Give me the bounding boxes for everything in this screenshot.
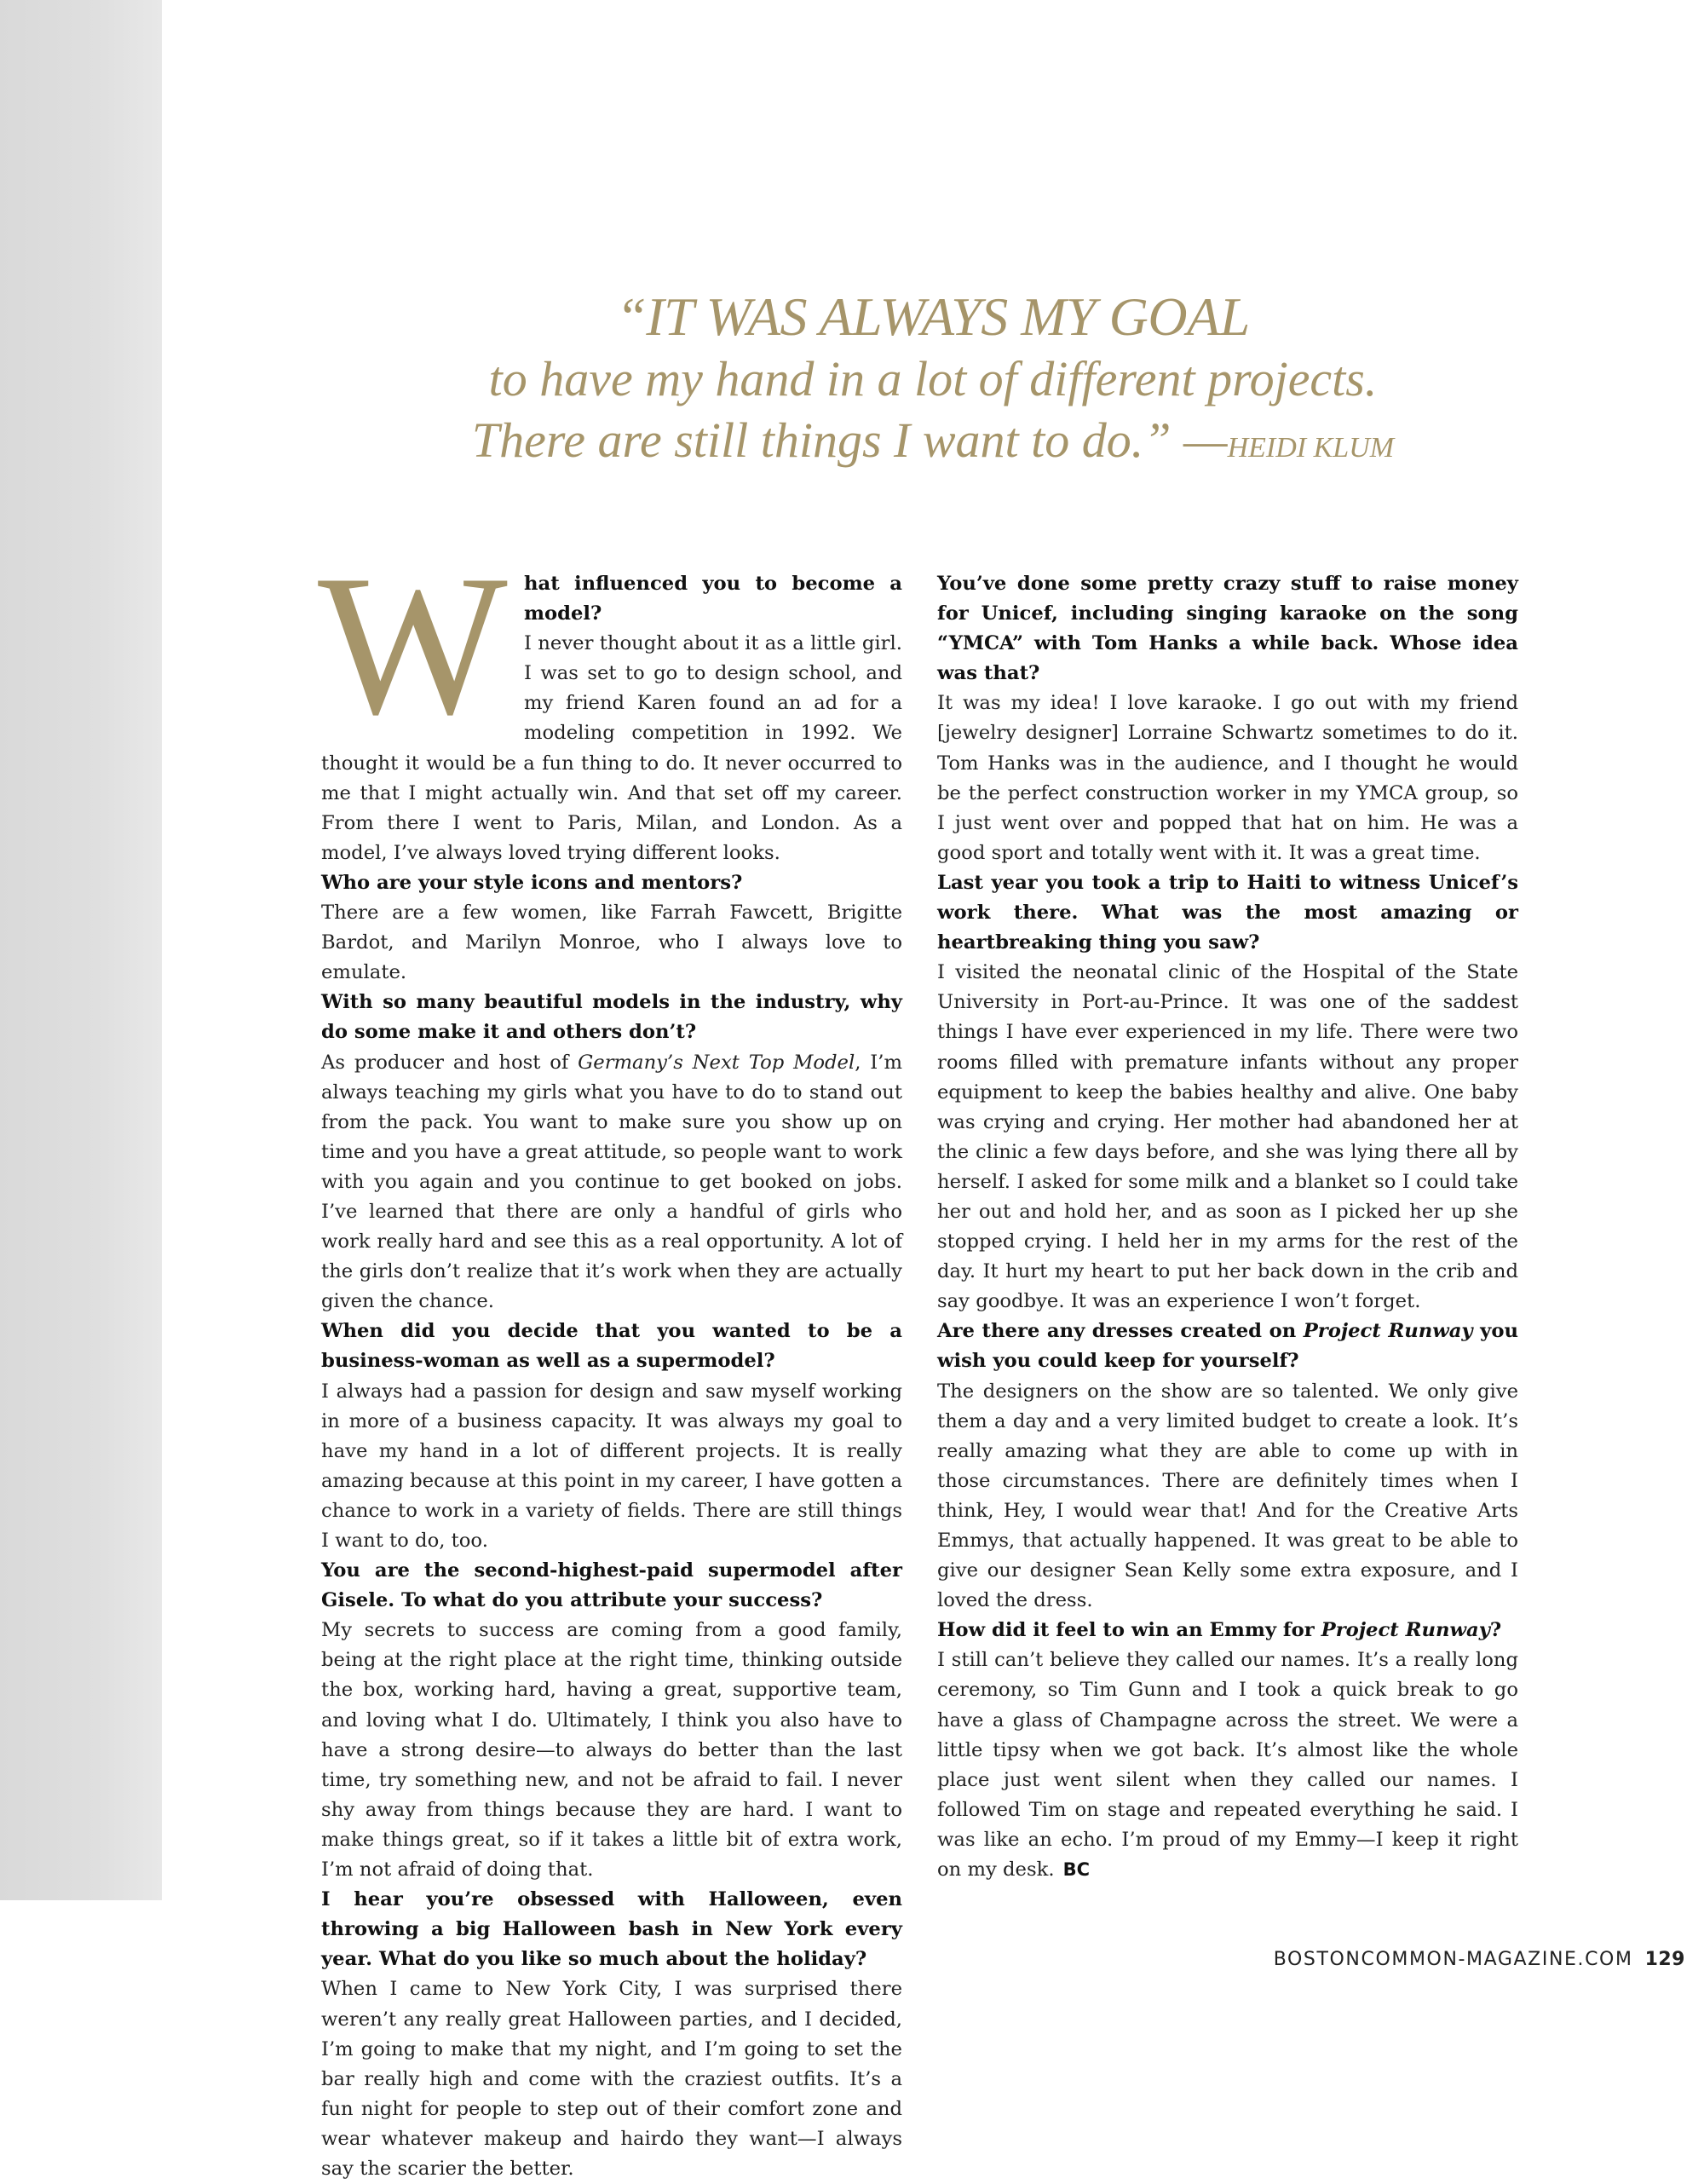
question-10 — [937, 1616, 1518, 1645]
pull-quote-line-3-text: There are still things I want to do.” — — [471, 412, 1228, 468]
question-10-pre: How did it feel to win an Emmy for — [937, 1619, 1321, 1642]
pull-quote-line-1: “IT WAS ALWAYS MY GOAL — [616, 286, 1250, 347]
question-2: Who are your style icons and mentors? — [321, 871, 743, 894]
end-mark: BC — [1062, 1859, 1090, 1881]
question-6: I hear you’re obsessed with Halloween, even throwing a big Halloween bash in New York every year. What do you like so much about the holiday? — [321, 1888, 902, 1971]
page-footer — [1274, 1949, 1685, 1970]
article-column-left — [318, 534, 902, 2184]
question-9-pre: Are there any dresses created on — [937, 1320, 1304, 1343]
footer-site: BOSTONCOMMON-MAGAZINE.COM — [1273, 1949, 1633, 1970]
pull-quote-line-2: to have my hand in a lot of different projects. — [488, 351, 1378, 406]
answer-10 — [937, 1645, 1518, 1885]
answer-2: There are a few women, like Farrah Fawcett, Brigitte Bardot, and Marilyn Monroe, who I always love to emulate. — [321, 902, 902, 984]
pull-quote-line-3 — [162, 410, 1704, 479]
answer-9: The designers on the show are so talented. We only give them a day and a very limited budget to create a look. It’s really amazing what they are able to come up with in those circumstances. There are definitely times when I think, Hey, I would wear that! And for the Creative Arts Emmys, that actually happened. It was great to be able to give our designer Sean Kelly some extra exposure, and I loved the dress. — [937, 1380, 1518, 1612]
answer-7: It was my idea! I love karaoke. I go out with my friend [jewelry designer] Lorraine Schwartz sometimes to do it. Tom Hanks was in the audience, and I thought he would be the perfect construction worker in my YMCA group, so I just went over and popped that hat on him. He was a good sport and totally went with it. It was a great time. — [937, 692, 1518, 864]
question-7: You’ve done some pretty crazy stuff to raise money for Unicef, including singing karaoke on the song “YMCA” with Tom Hanks a while back. Whose idea was that? — [937, 573, 1518, 685]
pull-quote — [162, 285, 1704, 479]
show-title-project-runway: Project Runway — [1303, 1320, 1473, 1343]
answer-3-pre: As producer and host of — [321, 1051, 579, 1074]
question-8: Last year you took a trip to Haiti to witness Unicef’s work there. What was the most amazing or heartbreaking thing you saw? — [937, 871, 1518, 954]
page-number: 129 — [1644, 1949, 1685, 1970]
answer-4: I always had a passion for design and saw myself working in more of a business capacity. It was always my goal to have my hand in a lot of different projects. It is really amazing because at this point in my career, I have gotten a chance to work in a variety of fields. There are still things I want to do, too. — [321, 1380, 902, 1552]
question-5: You are the second-highest-paid supermodel after Gisele. To what do you attribute your success? — [321, 1559, 902, 1612]
answer-10-text: I still can’t believe they called our names. It’s a really long ceremony, so Tim Gunn and I took a quick break to go have a glass of Champagne across the street. We were a little tipsy when we got back. It’s almost like the whole place just went silent when they called our names. I followed Tim on stage and repeated everything he said. I was like an echo. I’m proud of my Emmy—I keep it right on my desk. — [937, 1649, 1518, 1881]
answer-5: My secrets to success are coming from a good family, being at the right place at the right time, thinking outside the box, working hard, having a great, supportive team, and loving what I do. Ultimately, I think you also have to have a strong desire—to always do better than the last time, try something new, and not be afraid to fail. I never shy away from things because they are hard. I want to make things great, so if it takes a little bit of extra work, I’m not afraid of doing that. — [321, 1619, 902, 1881]
answer-3 — [321, 1048, 902, 1317]
show-title-project-runway-2: Project Runway — [1321, 1619, 1490, 1642]
answer-1: I never thought about it as a little girl. I was set to go to design school, and my friend Karen found an ad for a modeling competition in 1992. We thought it would be a fun thing to do. It never occurred to me that I might actually win. And that set off my career. From there I went to Paris, Milan, and London. As a model, I’ve always loved trying different looks. — [321, 632, 902, 864]
question-1: hat influenced you to become a model? — [524, 573, 902, 625]
left-margin-bar — [0, 0, 162, 1900]
question-10-post: ? — [1489, 1619, 1502, 1642]
pull-quote-attribution: HEIDI KLUM — [1227, 432, 1395, 464]
answer-8: I visited the neonatal clinic of the Hospital of the State University in Port-au-Prince. It was one of the saddest things I have ever experienced in my life. There were two rooms filled with premature infants without any proper equipment to keep the babies healthy and alive. One baby was crying and crying. Her mother had abandoned her at the clinic a few days before, and she was lying there all by herself. I asked for some milk and a blanket so I could take her out and hold her, and as soon as I picked her up she stopped crying. I held her in my arms for the rest of the day. It hurt my heart to put her back down in the crib and say goodbye. It was an experience I won’t forget. — [937, 961, 1518, 1313]
answer-3-post: , I’m always teaching my girls what you have to do to stand out from the pack. You want to make sure you show up on time and you have a great attitude, so people want to work with you again and you continue to get booked on jobs. I’ve learned that there are only a handful of girls who work really hard and see this as a real opportunity. A lot of the girls don’t realize that it’s work when they are actually given the chance. — [321, 1051, 902, 1313]
drop-cap: W — [318, 534, 508, 757]
question-4: When did you decide that you wanted to be a business-woman as well as a supermodel? — [321, 1320, 902, 1373]
question-9 — [937, 1317, 1518, 1376]
show-title-gntm: Germany’s Next Top Model — [578, 1051, 855, 1074]
article-column-right — [937, 569, 1518, 1885]
question-9-post: you wish you could keep for yourself? — [937, 1320, 1518, 1373]
question-3: With so many beautiful models in the industry, why do some make it and others don’t? — [321, 991, 902, 1044]
answer-6: When I came to New York City, I was surprised there weren’t any really great Halloween parties, and I decided, I’m going to make that my night, and I’m going to set the bar really high and come with the craziest outfits. It’s a fun night for people to step out of their comfort zone and wear whatever makeup and hairdo they want—I always say the scarier the better. — [321, 1978, 902, 2180]
